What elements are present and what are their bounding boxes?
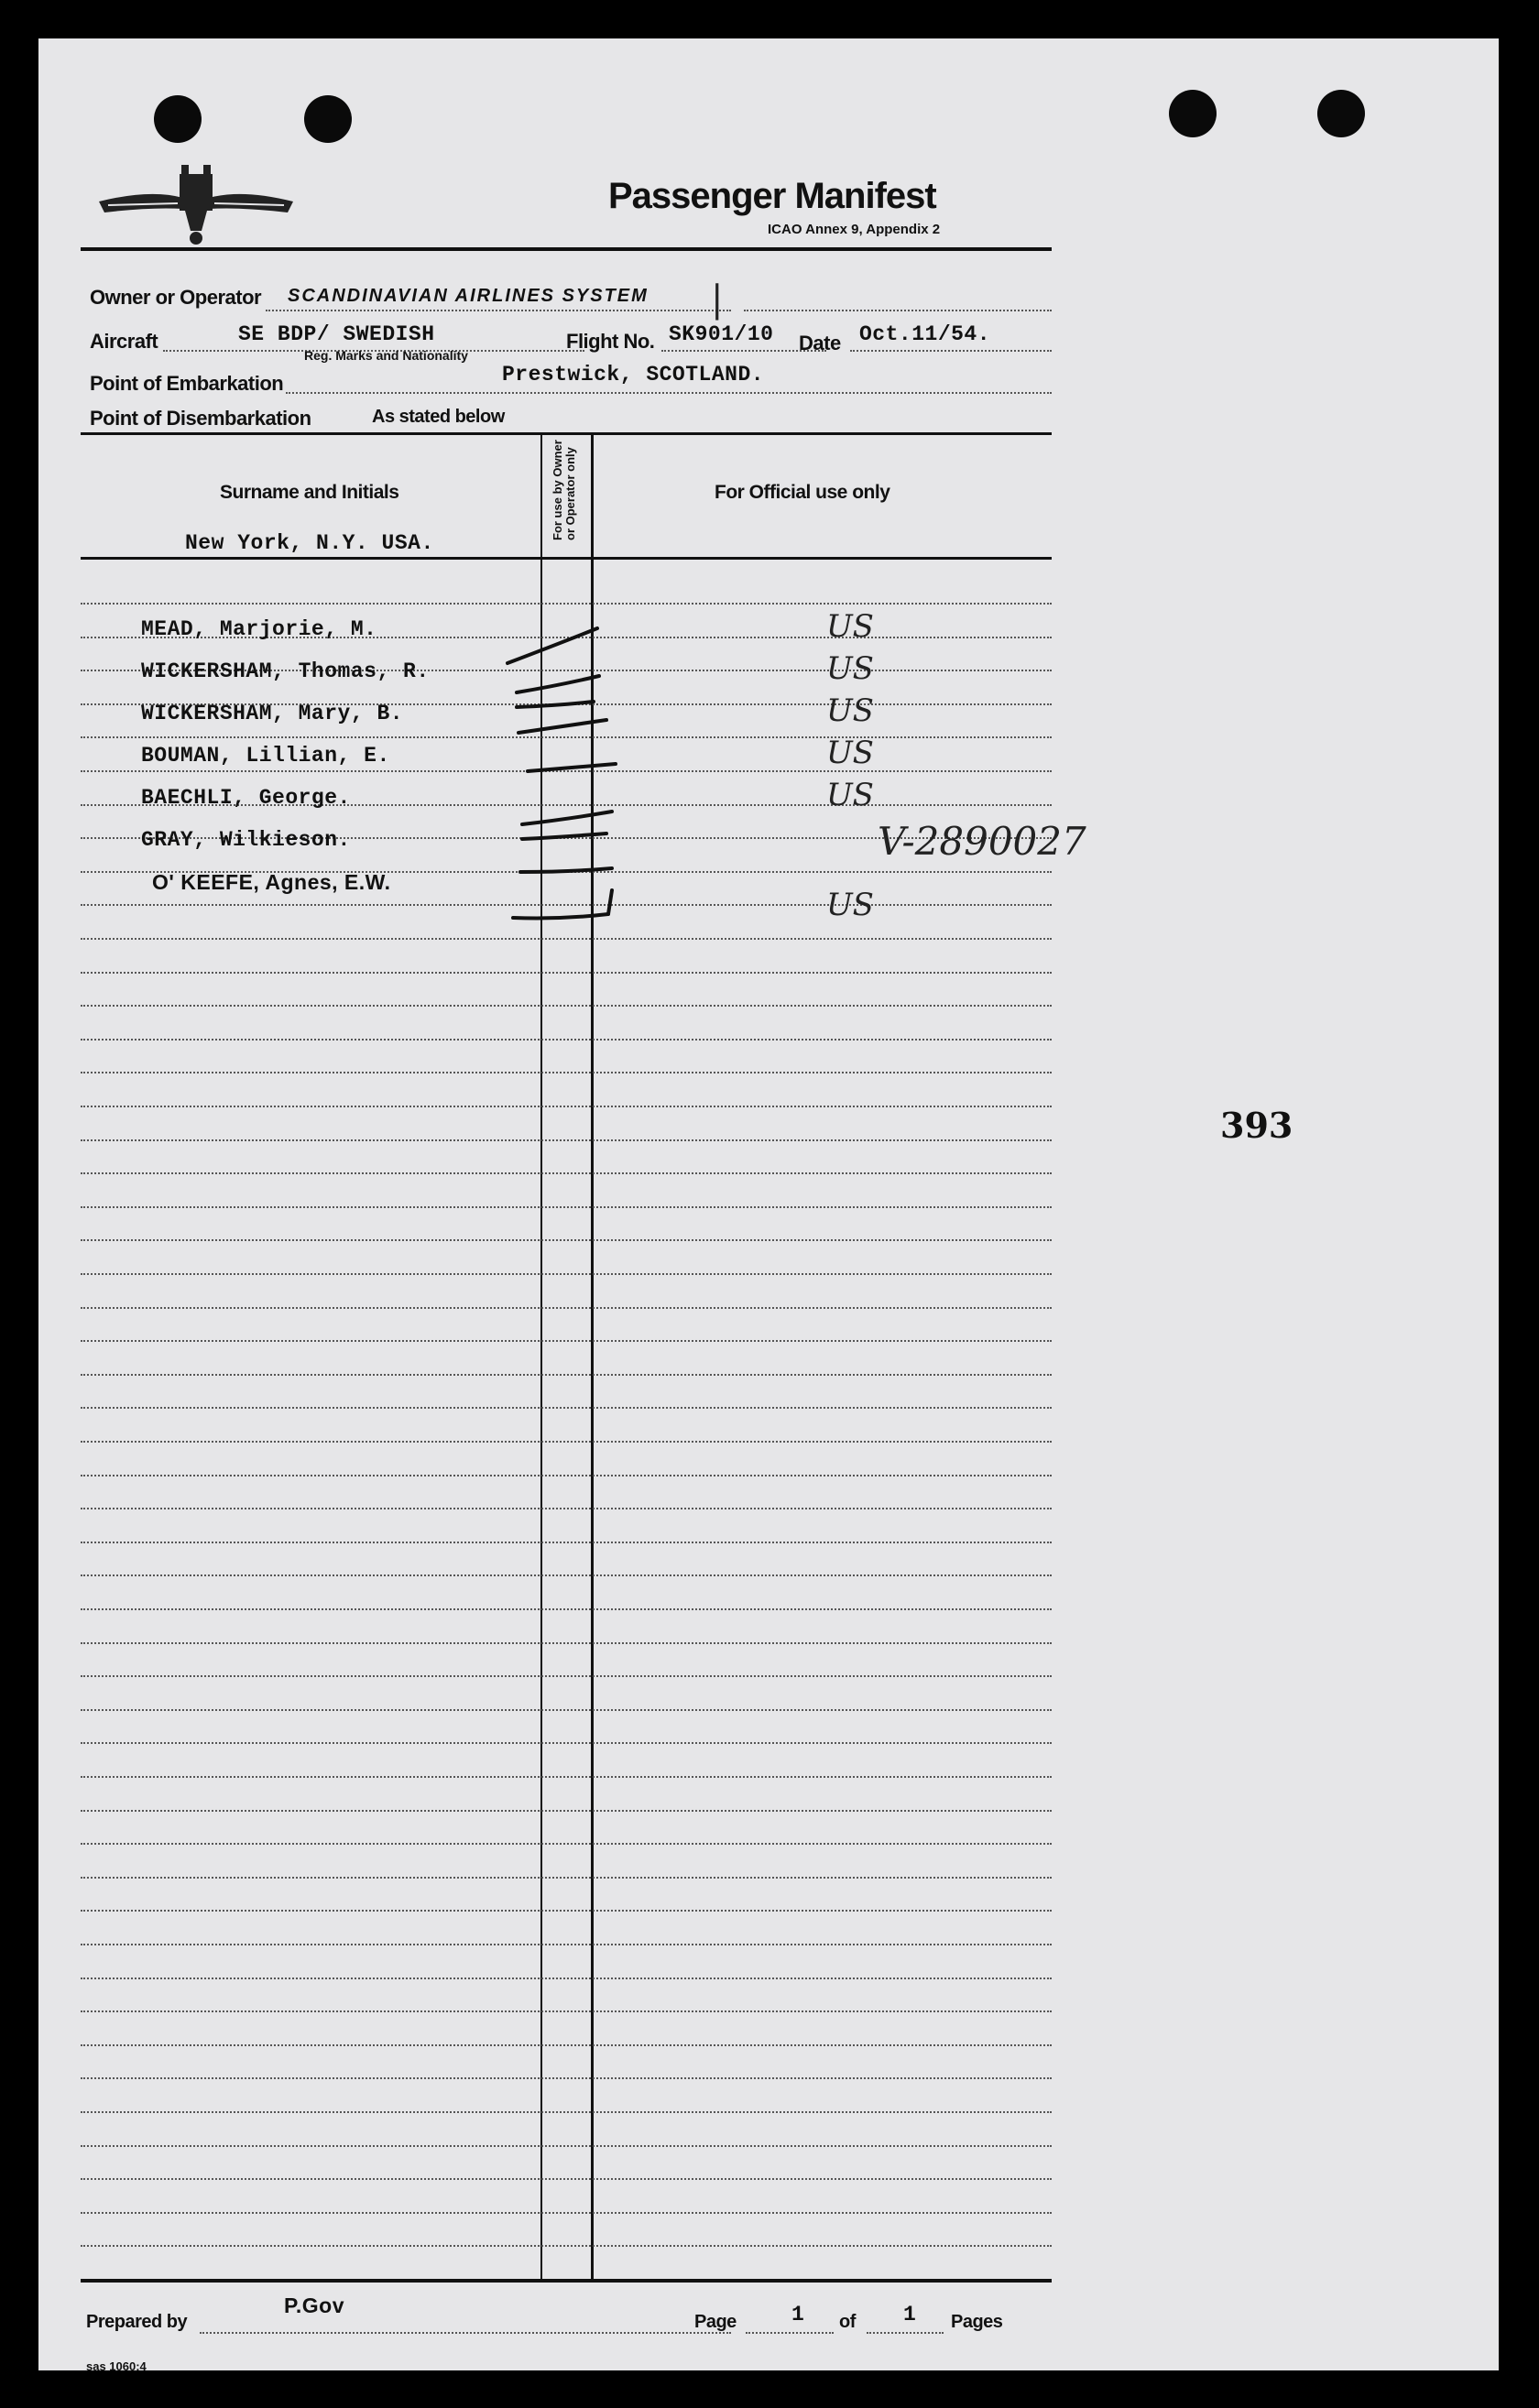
row-line (81, 1340, 1052, 1342)
row-line (81, 2245, 1052, 2247)
passenger-name: BOUMAN, Lillian, E. (141, 744, 390, 768)
prepared-label: Prepared by (86, 2312, 188, 2332)
embark-value: Prestwick, SCOTLAND. (502, 363, 765, 387)
row-line (81, 1206, 1052, 1208)
owner-value: SCANDINAVIAN AIRLINES SYSTEM (288, 286, 649, 306)
row-line (81, 1709, 1052, 1711)
header-rule (81, 247, 1052, 251)
tally-marks (506, 588, 634, 936)
page-title: Passenger Manifest (608, 176, 936, 216)
row-line (81, 1742, 1052, 1744)
row-line (81, 1642, 1052, 1644)
stamp-number: 393 (1220, 1105, 1293, 1146)
row-line (81, 1944, 1052, 1945)
aircraft-label: Aircraft (90, 330, 158, 353)
row-line (81, 1441, 1052, 1443)
row-line (81, 1776, 1052, 1778)
disembark-value: As stated below (372, 407, 505, 427)
row-line (81, 1239, 1052, 1241)
official-entry: US (826, 777, 874, 813)
row-line (81, 2212, 1052, 2214)
passenger-name: WICKERSHAM, Mary, B. (141, 702, 404, 725)
row-line (81, 1608, 1052, 1610)
row-line (81, 1172, 1052, 1174)
date-value: Oct.11/54. (859, 322, 991, 346)
disembark-label: Point of Disembarkation (90, 407, 311, 430)
owner-label: Owner or Operator (90, 286, 262, 309)
passenger-name: MEAD, Marjorie, M. (141, 617, 377, 641)
row-line (81, 1843, 1052, 1845)
page-subtitle: ICAO Annex 9, Appendix 2 (768, 222, 941, 237)
passenger-name: O' KEEFE, Agnes, E.W. (152, 870, 391, 894)
flight-value: SK901/10 (669, 322, 774, 346)
manifest-page: Passenger Manifest ICAO Annex 9, Appendix 2 Owner or Operator SCANDINAVIAN AIRLINES SYSTEM | Aircraft SE BDP/ SWEDISH Reg. Marks and Nationality Flight No. SK901/10 Date Oct.11/54. Point of Embarkation Prestwick, SCOTLAND. Point of Disembarkation As stated below Surname and Initials For use by Owner or Operator only For Official use only New York, N.Y. USA. MEAD, Marjorie, M. US WICKERSHAM, Thomas, R. US WICKERSHAM, Mary, B. US BOUMAN, Lillian, E. US BAECHLI, George. US GRAY, Wilkieson. V-2890027 O' KEEFE, Agnes, E.W. US 393 Prepared by P.Gov Page 1 of 1 Pages sas 1060:4 (38, 38, 1499, 2370)
pages-label: Pages (951, 2312, 1003, 2332)
row-line (81, 1978, 1052, 1979)
row-line (81, 1039, 1052, 1041)
punch-hole (1169, 90, 1217, 137)
row-line (81, 1106, 1052, 1107)
official-entry: V-2890027 (878, 819, 1086, 864)
row-line (81, 2077, 1052, 2079)
official-entry: US (826, 887, 874, 923)
row-line (81, 1139, 1052, 1141)
row-line (81, 2111, 1052, 2113)
row-line (81, 1407, 1052, 1409)
row-line (81, 2044, 1052, 2046)
official-entry: US (826, 608, 874, 645)
page-total: 1 (903, 2303, 917, 2326)
row-line (81, 2145, 1052, 2147)
airline-logo-icon (95, 161, 297, 245)
flight-label: Flight No. (566, 330, 655, 353)
row-line (81, 1675, 1052, 1677)
row-line (81, 1273, 1052, 1275)
surname-column-header: Surname and Initials (220, 482, 399, 503)
page-label: Page (694, 2312, 737, 2332)
row-line (81, 1374, 1052, 1376)
embark-label: Point of Embarkation (90, 372, 284, 395)
row-line (81, 2010, 1052, 2012)
owner-use-column-header: For use by Owner or Operator only (551, 440, 577, 540)
row-line (81, 1072, 1052, 1073)
official-column-header: For Official use only (715, 482, 890, 503)
passenger-name: GRAY, Wilkieson. (141, 828, 351, 852)
row-line (81, 1508, 1052, 1509)
punch-hole (154, 95, 202, 143)
row-line (81, 938, 1052, 940)
passenger-name: BAECHLI, George. (141, 786, 351, 810)
prepared-value: P.Gov (284, 2294, 344, 2317)
form-code: sas 1060:4 (86, 2359, 147, 2373)
row-line (81, 1877, 1052, 1879)
official-entry: US (826, 692, 874, 729)
row-line (81, 2178, 1052, 2180)
row-line (81, 972, 1052, 974)
page-number: 1 (791, 2303, 805, 2326)
row-line (81, 1910, 1052, 1912)
row-line (81, 1475, 1052, 1476)
row-line (81, 1307, 1052, 1309)
row-line (81, 1810, 1052, 1812)
row-line (81, 1542, 1052, 1543)
passenger-name: WICKERSHAM, Thomas, R. (141, 659, 430, 683)
date-label: Date (799, 332, 841, 354)
official-entry: US (826, 650, 874, 687)
of-label: of (839, 2312, 856, 2332)
aircraft-value: SE BDP/ SWEDISH (238, 322, 435, 346)
reg-caption: Reg. Marks and Nationality (304, 348, 468, 363)
row-line (81, 1005, 1052, 1007)
punch-hole (1317, 90, 1365, 137)
official-entry: US (826, 735, 874, 771)
row-line (81, 1574, 1052, 1576)
punch-hole (304, 95, 352, 143)
destination: New York, N.Y. USA. (185, 531, 434, 555)
